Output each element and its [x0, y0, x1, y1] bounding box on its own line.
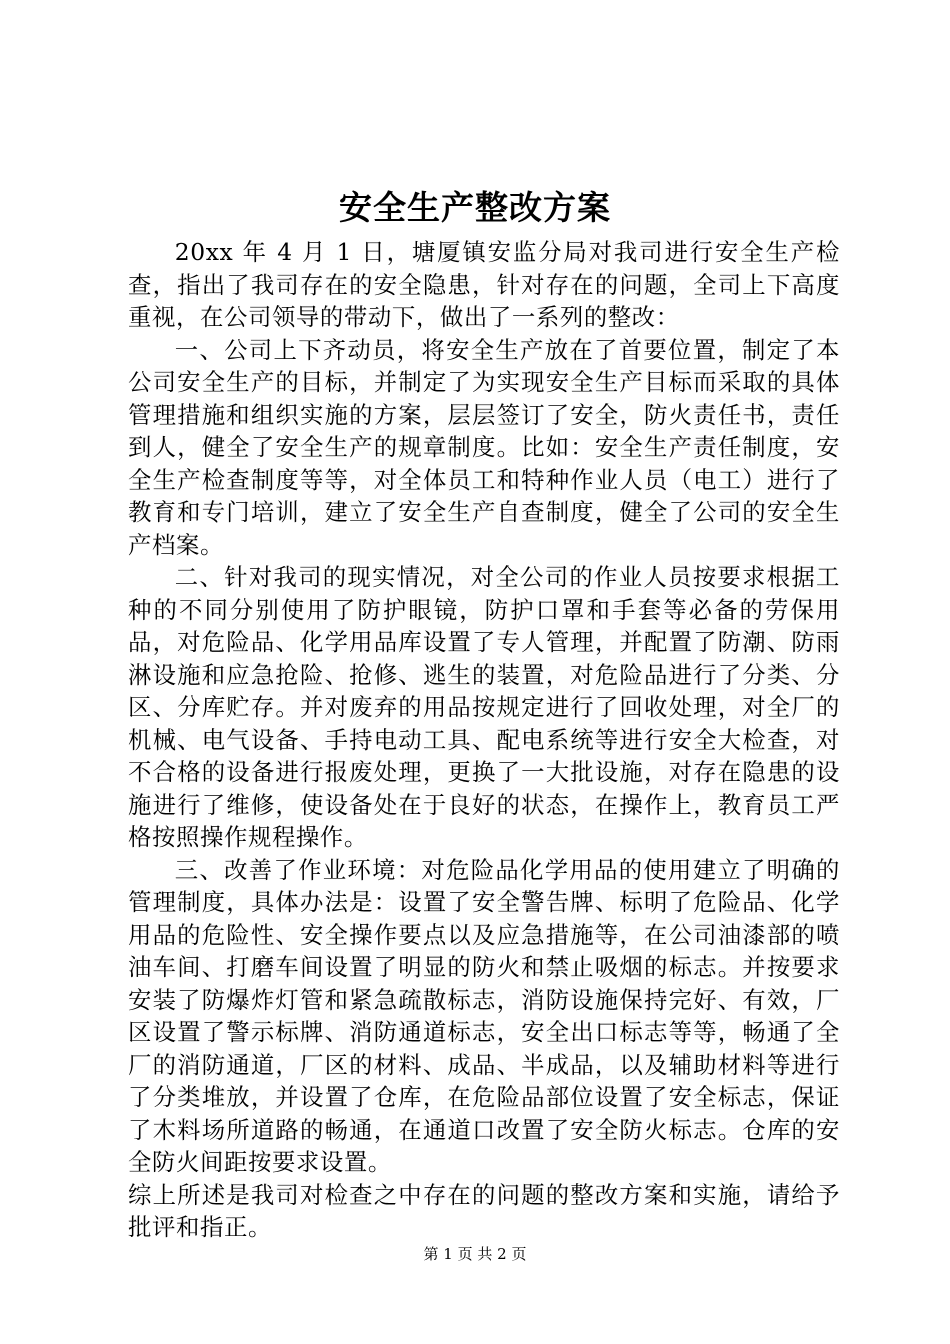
document-title: 安全生产整改方案	[339, 188, 611, 227]
section-1-paragraph: 一、公司上下齐动员，将安全生产放在了首要位置，制定了本公司安全生产的目标，并制定了为实现安全生产目标而采取的具体管理措施和组织实施的方案，层层签订了安全，防火责任书，责任到人，健全了安全生产的规章制度。比如：安全生产责任制度，安全生产检查制度等等，对全体员工和特种作业人员（电工）进行了教育和专门培训，建立了安全生产自查制度，健全了公司的安全生产档案。	[128, 335, 840, 559]
section-3-paragraph: 三、改善了作业环境：对危险品化学用品的使用建立了明确的管理制度，具体办法是：设置了安全警告牌、标明了危险品、化学用品的危险性、安全操作要点以及应急措施等，在公司油漆部的喷油车间、打磨车间设置了明显的防火和禁止吸烟的标志。并按要求安装了防爆炸灯管和紧急疏散标志，消防设施保持完好、有效，厂区设置了警示标牌、消防通道标志，安全出口标志等等，畅通了全厂的消防通道，厂区的材料、成品、半成品，以及辅助材料等进行了分类堆放，并设置了仓库，在危险品部位设置了安全标志，保证了木料场所道路的畅通，在通道口改置了安全防火标志。仓库的安全防火间距按要求设置。	[128, 855, 840, 1176]
closing-paragraph: 综上所述是我司对检查之中存在的问题的整改方案和实施，请给予批评和指正。	[128, 1180, 840, 1241]
intro-paragraph: 20xx 年 4 月 1 日，塘厦镇安监分局对我司进行安全生产检查，指出了我司存在的安全隐患，针对存在的问题，全司上下高度重视，在公司领导的带动下，做出了一系列的整改：	[128, 238, 840, 331]
page-footer: 第 1 页 共 2 页	[423, 1245, 527, 1263]
section-2-paragraph: 二、针对我司的现实情况，对全公司的作业人员按要求根据工种的不同分别使用了防护眼镜，防护口罩和手套等必备的劳保用品，对危险品、化学用品库设置了专人管理，并配置了防潮、防雨淋设施和应急抢险、抢修、逃生的装置，对危险品进行了分类、分区、分库贮存。并对废弃的用品按规定进行了回收处理，对全厂的机械、电气设备、手持电动工具、配电系统等进行安全大检查，对不合格的设备进行报废处理，更换了一大批设施，对存在隐患的设施进行了维修，使设备处在于良好的状态，在操作上，教育员工严格按照操作规程操作。	[128, 563, 840, 851]
document-body	[128, 236, 840, 1244]
